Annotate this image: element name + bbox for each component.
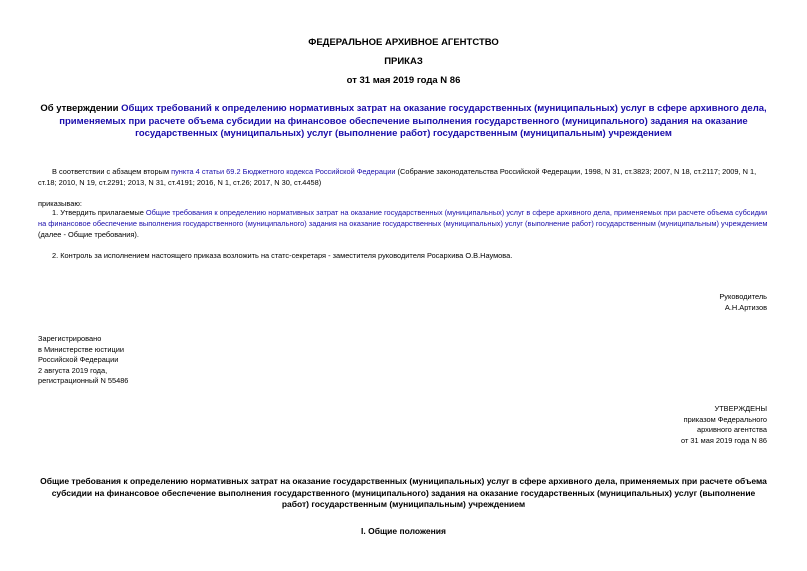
approval-line: УТВЕРЖДЕНЫ <box>714 404 767 413</box>
title-prefix: Об утверждении <box>40 103 122 114</box>
p2-text-before: 1. Утвердить прилагаемые <box>52 208 146 217</box>
document-type: ПРИКАЗ <box>384 56 423 67</box>
p2-text-after: (далее - Общие требования). <box>38 230 139 239</box>
section-heading: I. Общие положения <box>361 526 446 536</box>
order-title <box>40 103 767 141</box>
approval-block <box>681 404 767 446</box>
paragraph-1 <box>38 207 773 240</box>
paragraph-2 <box>38 250 773 261</box>
registration-line: в Министерстве юстиции <box>38 344 125 354</box>
registration-line: Зарегистрировано <box>38 334 102 343</box>
paragraph-basis <box>38 166 773 188</box>
registration-line: регистрационный N 55486 <box>38 376 129 385</box>
title-link[interactable]: Общих требований к определению нормативных затрат на оказание государственных (муниципальных) услуг в сфере архивного дела, применяемых при расчете объема субсидии на финансовое обеспечение выполнения государственного (муниципального) задания на оказание государственных (муниципальных) услуг (выполнение работ) государственным (муниципальным) учреждением <box>59 103 767 139</box>
p1-text-after: (Собрание законодательства Российской Федерации, 1998, N 31, ст.3823; 2007, N 18, ст.2117; 2009, N 1, ст.18; 2010, N 19, ст.2291; 2013, N 31, ст.4191; 2016, N 1, ст.26; 2017, N 30, ст.4458) <box>38 167 757 187</box>
approval-line: от 31 мая 2019 года N 86 <box>681 435 767 445</box>
approval-line: приказом Федерального <box>683 414 767 424</box>
registration-block <box>38 334 128 387</box>
p3-text: 2. Контроль за исполнением настоящего приказа возложить на статс-секретаря - заместителя руководителя Росархива О.В.Наумова. <box>52 251 513 260</box>
general-requirements-title: Общие требования к определению нормативных затрат на оказание государственных (муниципальных) услуг в сфере архивного дела, применяемых при расчете объема субсидии на финансовое обеспечение выполнения государственного (муниципального) задания на оказание государственных (муниципальных) услуг (выполнение работ) государственным (муниципальным) учреждением <box>40 476 767 509</box>
signature-role: Руководитель <box>719 292 767 301</box>
approval-line: архивного агентства <box>697 425 767 434</box>
orders-word: приказываю: <box>38 199 82 208</box>
registration-line: 2 августа 2019 года, <box>38 365 108 375</box>
signature-name: А.Н.Артизов <box>724 302 767 312</box>
registration-line: Российской Федерации <box>38 355 119 364</box>
order-date-number: от 31 мая 2019 года N 86 <box>346 75 461 86</box>
budget-code-link[interactable]: пункта 4 статьи 69.2 Бюджетного кодекса Российской Федерации <box>171 167 396 176</box>
general-requirements-link[interactable]: Общие требования к определению нормативных затрат на оказание государственных (муниципальных) услуг в сфере архивного дела, применяемых при расчете объема субсидии на финансовое обеспечение выполнения государственного (муниципального) задания на оказание государственных (муниципальных) услуг (выполнение работ) государственным (муниципальным) учреждением <box>38 208 768 228</box>
signature-block <box>719 292 767 313</box>
p1-text-before: В соответствии с абзацем вторым <box>52 167 172 176</box>
agency-name: ФЕДЕРАЛЬНОЕ АРХИВНОЕ АГЕНТСТВО <box>308 37 499 48</box>
